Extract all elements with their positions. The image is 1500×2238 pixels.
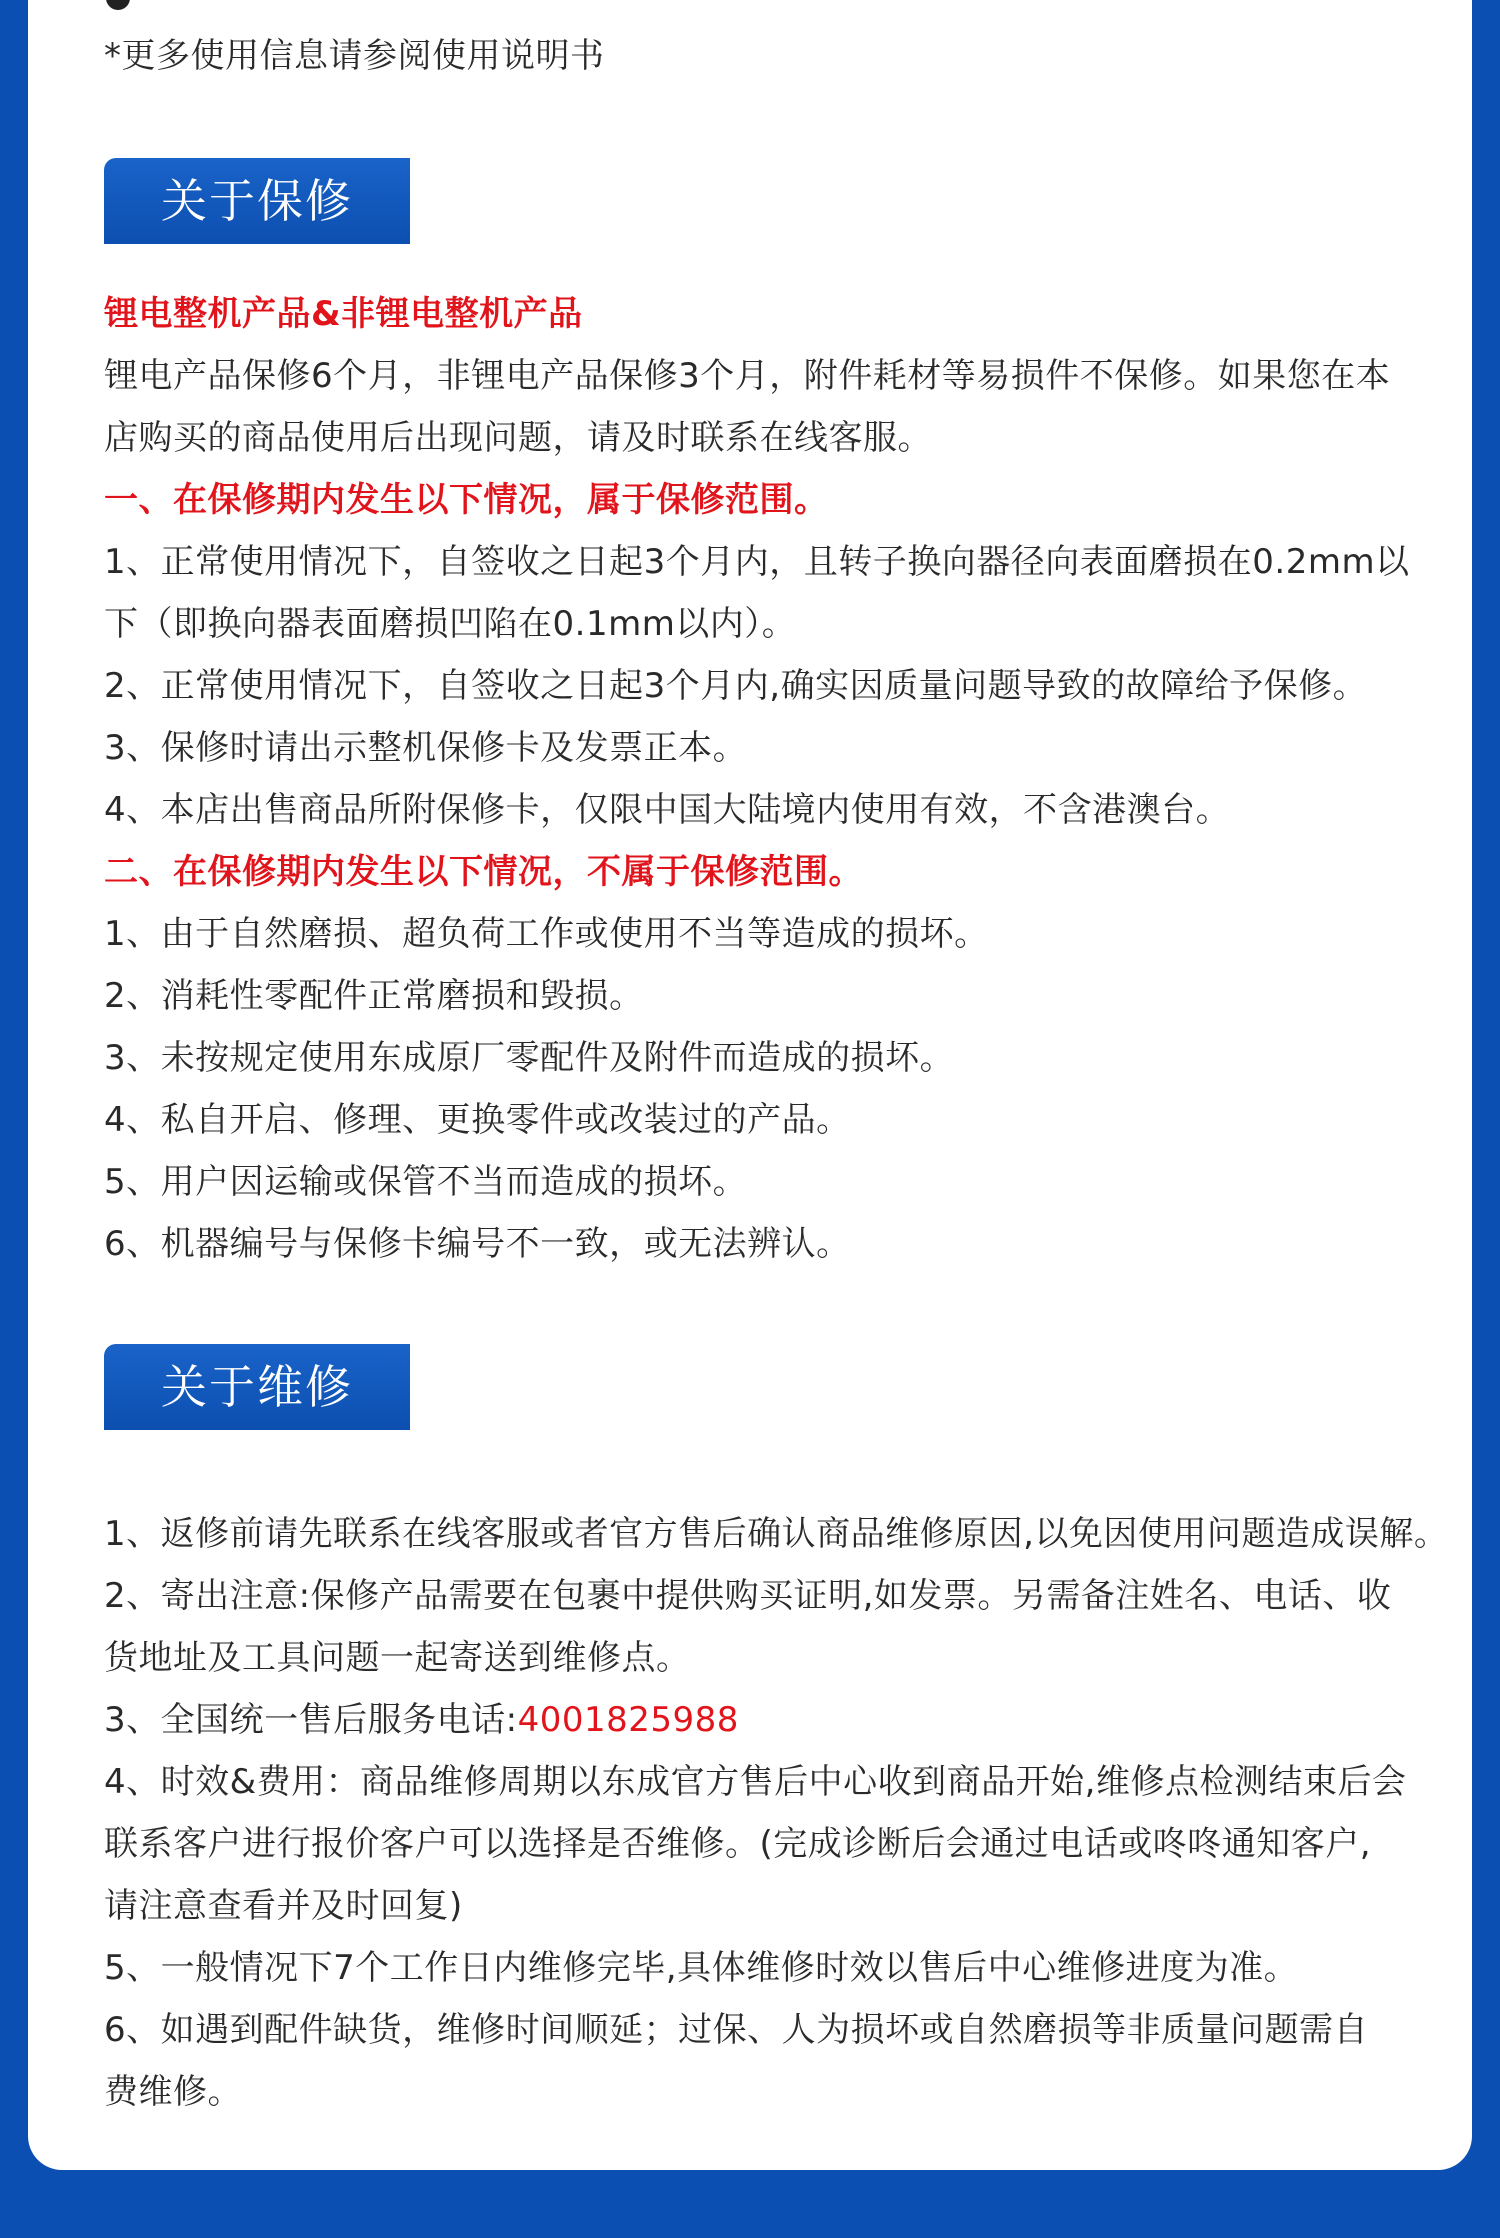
repair-item-hotline xyxy=(104,1698,1464,1742)
hotline-label: 3、全国统一售后服务电话: xyxy=(104,1700,518,1740)
repair-item: 6、如遇到配件缺货，维修时间顺延；过保、人为损坏或自然磨损等非质量问题需自 xyxy=(104,2010,1369,2050)
repair-item: 2、寄出注意:保修产品需要在包裹中提供购买证明,如发票。另需备注姓名、电话、收 xyxy=(104,1576,1392,1616)
not-covered-item: 3、未按规定使用东成原厂零配件及附件而造成的损坏。 xyxy=(104,1038,955,1078)
repair-item: 费维修。 xyxy=(104,2072,242,2112)
not-covered-section-title: 二、在保修期内发生以下情况，不属于保修范围。 xyxy=(104,852,863,892)
not-covered-item: 1、由于自然磨损、超负荷工作或使用不当等造成的损坏。 xyxy=(104,914,989,954)
warranty-intro-line: 锂电产品保修6个月，非锂电产品保修3个月，附件耗材等易损件不保修。如果您在本 xyxy=(104,356,1391,396)
warranty-heading: 关于保修 xyxy=(104,158,410,244)
repair-item: 1、返修前请先联系在线客服或者官方售后确认商品维修原因,以免因使用问题造成误解。 xyxy=(104,1514,1449,1554)
covered-item: 3、保修时请出示整机保修卡及发票正本。 xyxy=(104,728,748,768)
not-covered-item: 4、私自开启、修理、更换零件或改装过的产品。 xyxy=(104,1100,851,1140)
repair-item: 联系客户进行报价客户可以选择是否维修。(完成诊断后会通过电话或咚咚通知客户, xyxy=(104,1824,1372,1864)
covered-item: 2、正常使用情况下，自签收之日起3个月内,确实因质量问题导致的故障给予保修。 xyxy=(104,666,1368,706)
not-covered-item: 6、机器编号与保修卡编号不一致，或无法辨认。 xyxy=(104,1224,851,1264)
not-covered-item: 5、用户因运输或保管不当而造成的损坏。 xyxy=(104,1162,748,1202)
bullet-dot xyxy=(106,0,130,10)
covered-item: 1、正常使用情况下，自签收之日起3个月内，且转子换向器径向表面磨损在0.2mm以 xyxy=(104,542,1410,582)
covered-item: 下（即换向器表面磨损凹陷在0.1mm以内）。 xyxy=(104,604,797,644)
repair-item: 请注意查看并及时回复) xyxy=(104,1886,463,1926)
warranty-intro-line: 店购买的商品使用后出现问题，请及时联系在线客服。 xyxy=(104,418,932,458)
repair-item: 货地址及工具问题一起寄送到维修点。 xyxy=(104,1638,691,1678)
not-covered-item: 2、消耗性零配件正常磨损和毁损。 xyxy=(104,976,644,1016)
covered-section-title: 一、在保修期内发生以下情况，属于保修范围。 xyxy=(104,480,829,520)
repair-heading: 关于维修 xyxy=(104,1344,410,1430)
repair-item: 4、时效&费用：商品维修周期以东成官方售后中心收到商品开始,维修点检测结束后会 xyxy=(104,1762,1407,1802)
content-card xyxy=(28,0,1472,2170)
repair-item: 5、一般情况下7个工作日内维修完毕,具体维修时效以售后中心维修进度为准。 xyxy=(104,1948,1299,1988)
warranty-subheading: 锂电整机产品&非锂电整机产品 xyxy=(104,294,583,334)
covered-item: 4、本店出售商品所附保修卡，仅限中国大陆境内使用有效，不含港澳台。 xyxy=(104,790,1231,830)
hotline-phone-number[interactable]: 4001825988 xyxy=(517,1700,739,1740)
manual-note: *更多使用信息请参阅使用说明书 xyxy=(104,36,605,76)
